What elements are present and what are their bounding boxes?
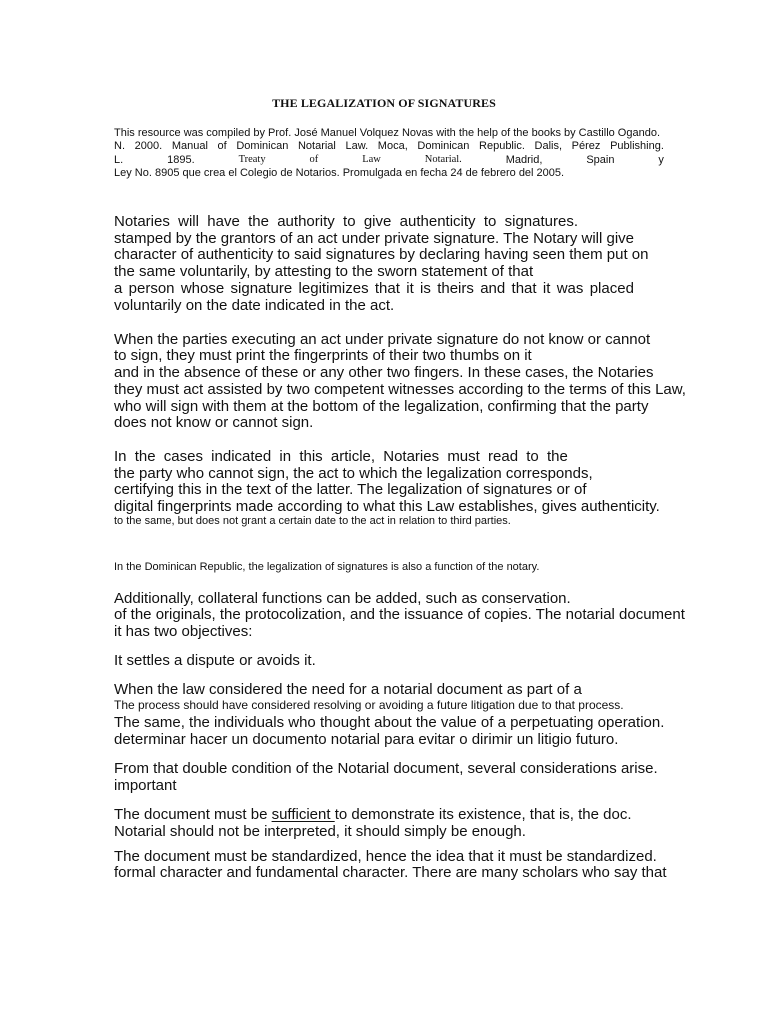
source-line-2 (114, 141, 664, 152)
p3-line-1-word: must (447, 448, 480, 465)
p2-line-1: When the parties executing an act under private signature do not know or cannot (114, 331, 651, 348)
p3-line-1-word: read (488, 448, 519, 465)
p2-line-3: and in the absence of these or any other two fingers. In these cases, the Notaries (114, 364, 654, 381)
p1-line-1-word: authenticity (399, 213, 476, 230)
p1-line-1-word: will (178, 213, 199, 230)
p3-line-1-word: in (279, 448, 292, 465)
p1-line-5 (114, 281, 634, 296)
p8-line-2: important (114, 777, 177, 794)
p1-line-1-word: Notaries (114, 213, 170, 230)
p1-line-5-word: is (420, 280, 431, 297)
p3-line-1-word: Notaries (383, 448, 440, 465)
p1-line-5-word: a (114, 280, 123, 297)
p5-line-1: Additionally, collateral functions can be added, such as conservation. (114, 590, 571, 607)
p2-line-4: they must act assisted by two competent witnesses according to the terms of this Law, (114, 381, 686, 398)
p2-line-6: does not know or cannot sign. (114, 414, 314, 431)
p2-line-2: to sign, they must print the fingerprints of their two thumbs on it (114, 347, 532, 364)
source-line-3-word: Spain (586, 154, 615, 166)
p1-line-5-word: person (128, 280, 175, 297)
p9-text-after: to demonstrate its existence, that is, the doc. (334, 806, 632, 823)
p10-line-1: The document must be standardized, hence the idea that it must be standardized. (114, 848, 657, 865)
p1-line-3: character of authenticity to said signatures by declaring having seen them put on (114, 246, 649, 263)
source-line-3 (114, 155, 664, 166)
source-line-2-word: Pérez (571, 140, 601, 152)
p4-line: In the Dominican Republic, the legalization of signatures is also a function of the notary. (114, 561, 540, 573)
p1-line-5-word: legitimizes (298, 280, 369, 297)
p9-line-2: Notarial should not be interpreted, it should simply be enough. (114, 823, 526, 840)
p1-line-5-word: that (374, 280, 400, 297)
source-line-3-word: Treaty (238, 154, 266, 165)
p3-line-1 (114, 449, 568, 464)
source-line-3-word: 1895. (167, 154, 195, 166)
source-line-3-word: L. (114, 154, 124, 166)
p1-line-5-word: it (542, 280, 551, 297)
p1-line-6: voluntarily on the date indicated in the act. (114, 297, 395, 314)
p9-line-1 (114, 807, 632, 822)
p3-line-3: certifying this in the text of the latter. The legalization of signatures or of (114, 481, 587, 498)
p1-line-1-word: to (483, 213, 497, 230)
p7-line-4: determinar hacer un documento notarial para evitar o dirimir un litigio futuro. (114, 731, 619, 748)
source-line-2-word: Publishing. (610, 140, 664, 152)
p9-underlined-word: sufficient (271, 806, 335, 823)
source-line-1: This resource was compiled by Prof. José Manuel Volquez Novas with the help of the books by Castillo Ogando. (114, 127, 661, 139)
p3-line-1-word: indicated (211, 448, 272, 465)
p1-line-1-word: signatures. (504, 213, 578, 230)
source-line-2-word: Manual (171, 140, 208, 152)
p1-line-2: stamped by the grantors of an act under private signature. The Notary will give (114, 230, 634, 247)
p3-line-1-word: article, (330, 448, 376, 465)
p1-line-5-word: and (480, 280, 506, 297)
p1-line-5-word: whose (180, 280, 225, 297)
source-line-3-word: of (309, 154, 319, 165)
source-line-2-word: Dalis, (534, 140, 563, 152)
source-line-2-word: Notarial (297, 140, 336, 152)
p5-line-2: of the originals, the protocolization, and the issuance of copies. The notarial document (114, 606, 685, 623)
p1-line-1-word: have (207, 213, 240, 230)
p1-line-5-word: that (511, 280, 537, 297)
document-title: THE LEGALIZATION OF SIGNATURES (272, 96, 496, 110)
p3-line-1-word: the (546, 448, 568, 465)
source-line-3-word: Madrid, (505, 154, 543, 166)
p2-line-5: who will sign with them at the bottom of the legalization, confirming that the party (114, 398, 649, 415)
p3-line-2: the party who cannot sign, the act to which the legalization corresponds, (114, 465, 593, 482)
source-line-3-word: Notarial. (424, 154, 462, 165)
p6-line: It settles a dispute or avoids it. (114, 652, 316, 669)
p1-line-1-word: to (343, 213, 356, 230)
p7-line-1: When the law considered the need for a notarial document as part of a (114, 681, 582, 698)
p1-line-5-word: signature (230, 280, 293, 297)
source-line-2-word: Dominican (417, 140, 470, 152)
source-line-2-word: Law. (345, 140, 369, 152)
p1-line-5-word: was (556, 280, 584, 297)
source-line-2-word: Moca, (377, 140, 408, 152)
p7-line-3: The same, the individuals who thought about the value of a perpetuating operation. (114, 714, 665, 731)
p1-line-5-word: placed (589, 280, 634, 297)
p9-text-before: The document must be (114, 806, 272, 823)
p3-line-1-word: cases (163, 448, 203, 465)
p3-line-5: to the same, but does not grant a certain date to the act in relation to third parties. (114, 515, 511, 527)
source-line-2-word: N. (114, 140, 125, 152)
source-line-4: Ley No. 8905 que crea el Colegio de Notarios. Promulgada en fecha 24 de febrero del 2005. (114, 167, 565, 179)
p1-line-1-word: authority (277, 213, 335, 230)
p1-line-1-word: the (248, 213, 269, 230)
p5-line-3: it has two objectives: (114, 623, 253, 640)
p3-line-4: digital fingerprints made according to what this Law establishes, gives authenticity. (114, 498, 660, 515)
p8-line-1: From that double condition of the Notarial document, several considerations arise. (114, 760, 658, 777)
p3-line-1-word: the (134, 448, 156, 465)
p1-line-1-word: give (363, 213, 392, 230)
p7-line-2: The process should have considered resolving or avoiding a future litigation due to that process. (114, 698, 624, 712)
p3-line-1-word: this (299, 448, 323, 465)
source-line-3-word: y (658, 154, 664, 166)
source-line-2-word: Dominican (236, 140, 289, 152)
p3-line-1-word: In (114, 448, 127, 465)
p10-line-2: formal character and fundamental character. There are many scholars who say that (114, 864, 667, 881)
source-line-2-word: 2000. (134, 140, 163, 152)
source-line-3-word: Law (362, 154, 381, 165)
p1-line-4: the same voluntarily, by attesting to the sworn statement of that (114, 263, 534, 280)
p1-line-1 (114, 214, 578, 229)
source-line-2-word: Republic. (479, 140, 525, 152)
p1-line-5-word: it (406, 280, 414, 297)
p3-line-1-word: to (526, 448, 539, 465)
p1-line-5-word: theirs (437, 280, 474, 297)
source-line-2-word: of (217, 140, 227, 152)
